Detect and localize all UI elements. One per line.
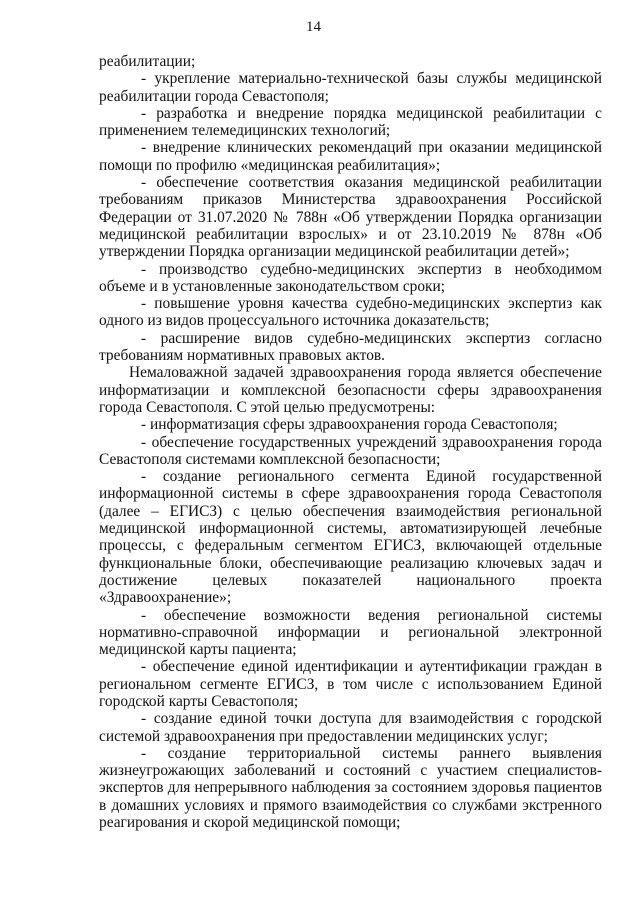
list-item-identification: - обеспечение единой идентификации и аутентификации граждан в региональном сегменте ЕГИСЗ, в том числе с использованием Единой городской карты Севастополя; [99, 658, 602, 710]
list-item-forensic-types: - расширение видов судебно-медицинских экспертиз согласно требованиям нормативных правовых актов. [99, 329, 602, 365]
list-item-access-point: - создание единой точки доступа для взаимодействия с городской системой здравоохранения при предоставлении медицинских услуг; [99, 710, 602, 745]
paragraph-continuation: реабилитации; [99, 53, 196, 70]
list-item-informatization: - информатизация сферы здравоохранения города Севастополя; [141, 416, 558, 434]
list-item-rehab-base: - укрепление материально-технической базы службы медицинской реабилитации города Севастополя; [99, 70, 602, 105]
list-item-egisz-segment: - создание регионального сегмента Единой государственной информационной системы в сфере здравоохранения города Севастополя (далее – ЕГИСЗ) с целью обеспечения взаимодействия региональной медицинской информационной системы, автоматизирующей лечебные процессы, с федеральным сегментом ЕГИСЗ, включающей отдельные функциональные блоки, обеспечивающие реализацию ключевых задач и достижение целевых показателей национального проекта «Здравоохранение»; [99, 468, 602, 607]
paragraph-informatization: Немаловажной задачей здравоохранения города является обеспечение информатизации и комплексной безопасности сферы здравоохранения города Севастополя. С этой целью предусмотрены: [99, 364, 602, 416]
document-body [99, 53, 602, 831]
list-item-telemedicine: - разработка и внедрение порядка медицинской реабилитации с применением телемедицинских технологий; [99, 104, 602, 140]
list-item-early-detection: - создание территориальной системы раннего выявления жизнеугрожающих заболеваний и состояний с участием специалистов-экспертов для непрерывного наблюдения за состоянием здоровья пациентов в домашних условиях и прямого взаимодействия со службами экстренного реагирования и скорой медицинской помощи; [99, 744, 602, 832]
list-item-forensic-exams: - производство судебно-медицинских экспертиз в необходимом объеме и в установленные законодательством сроки; [99, 260, 602, 295]
list-item-orders-compliance: - обеспечение соответствия оказания медицинской реабилитации требованиям приказов Министерства здравоохранения Российской Федерации от 31.07.2020 № 788н «Об утверждении Порядка организации медицинской реабилитации взрослых» и от 23.10.2019 № 878н «Об утверждении Порядка организации медицинской реабилитации детей»; [99, 174, 602, 261]
list-item-security: - обеспечение государственных учреждений здравоохранения города Севастополя системами комплексной безопасности; [99, 433, 602, 468]
page-number: 14 [306, 19, 321, 35]
list-item-clinical-guidelines: - внедрение клинических рекомендаций при оказании медицинской помощи по профилю «медицинская реабилитация»; [99, 139, 602, 174]
list-item-forensic-quality: - повышение уровня качества судебно-медицинских экспертиз как одного из видов процессуального источника доказательств; [99, 295, 602, 330]
list-item-reference-info: - обеспечение возможности ведения региональной системы нормативно-справочной информации и региональной электронной медицинской карты пациента; [99, 606, 602, 659]
